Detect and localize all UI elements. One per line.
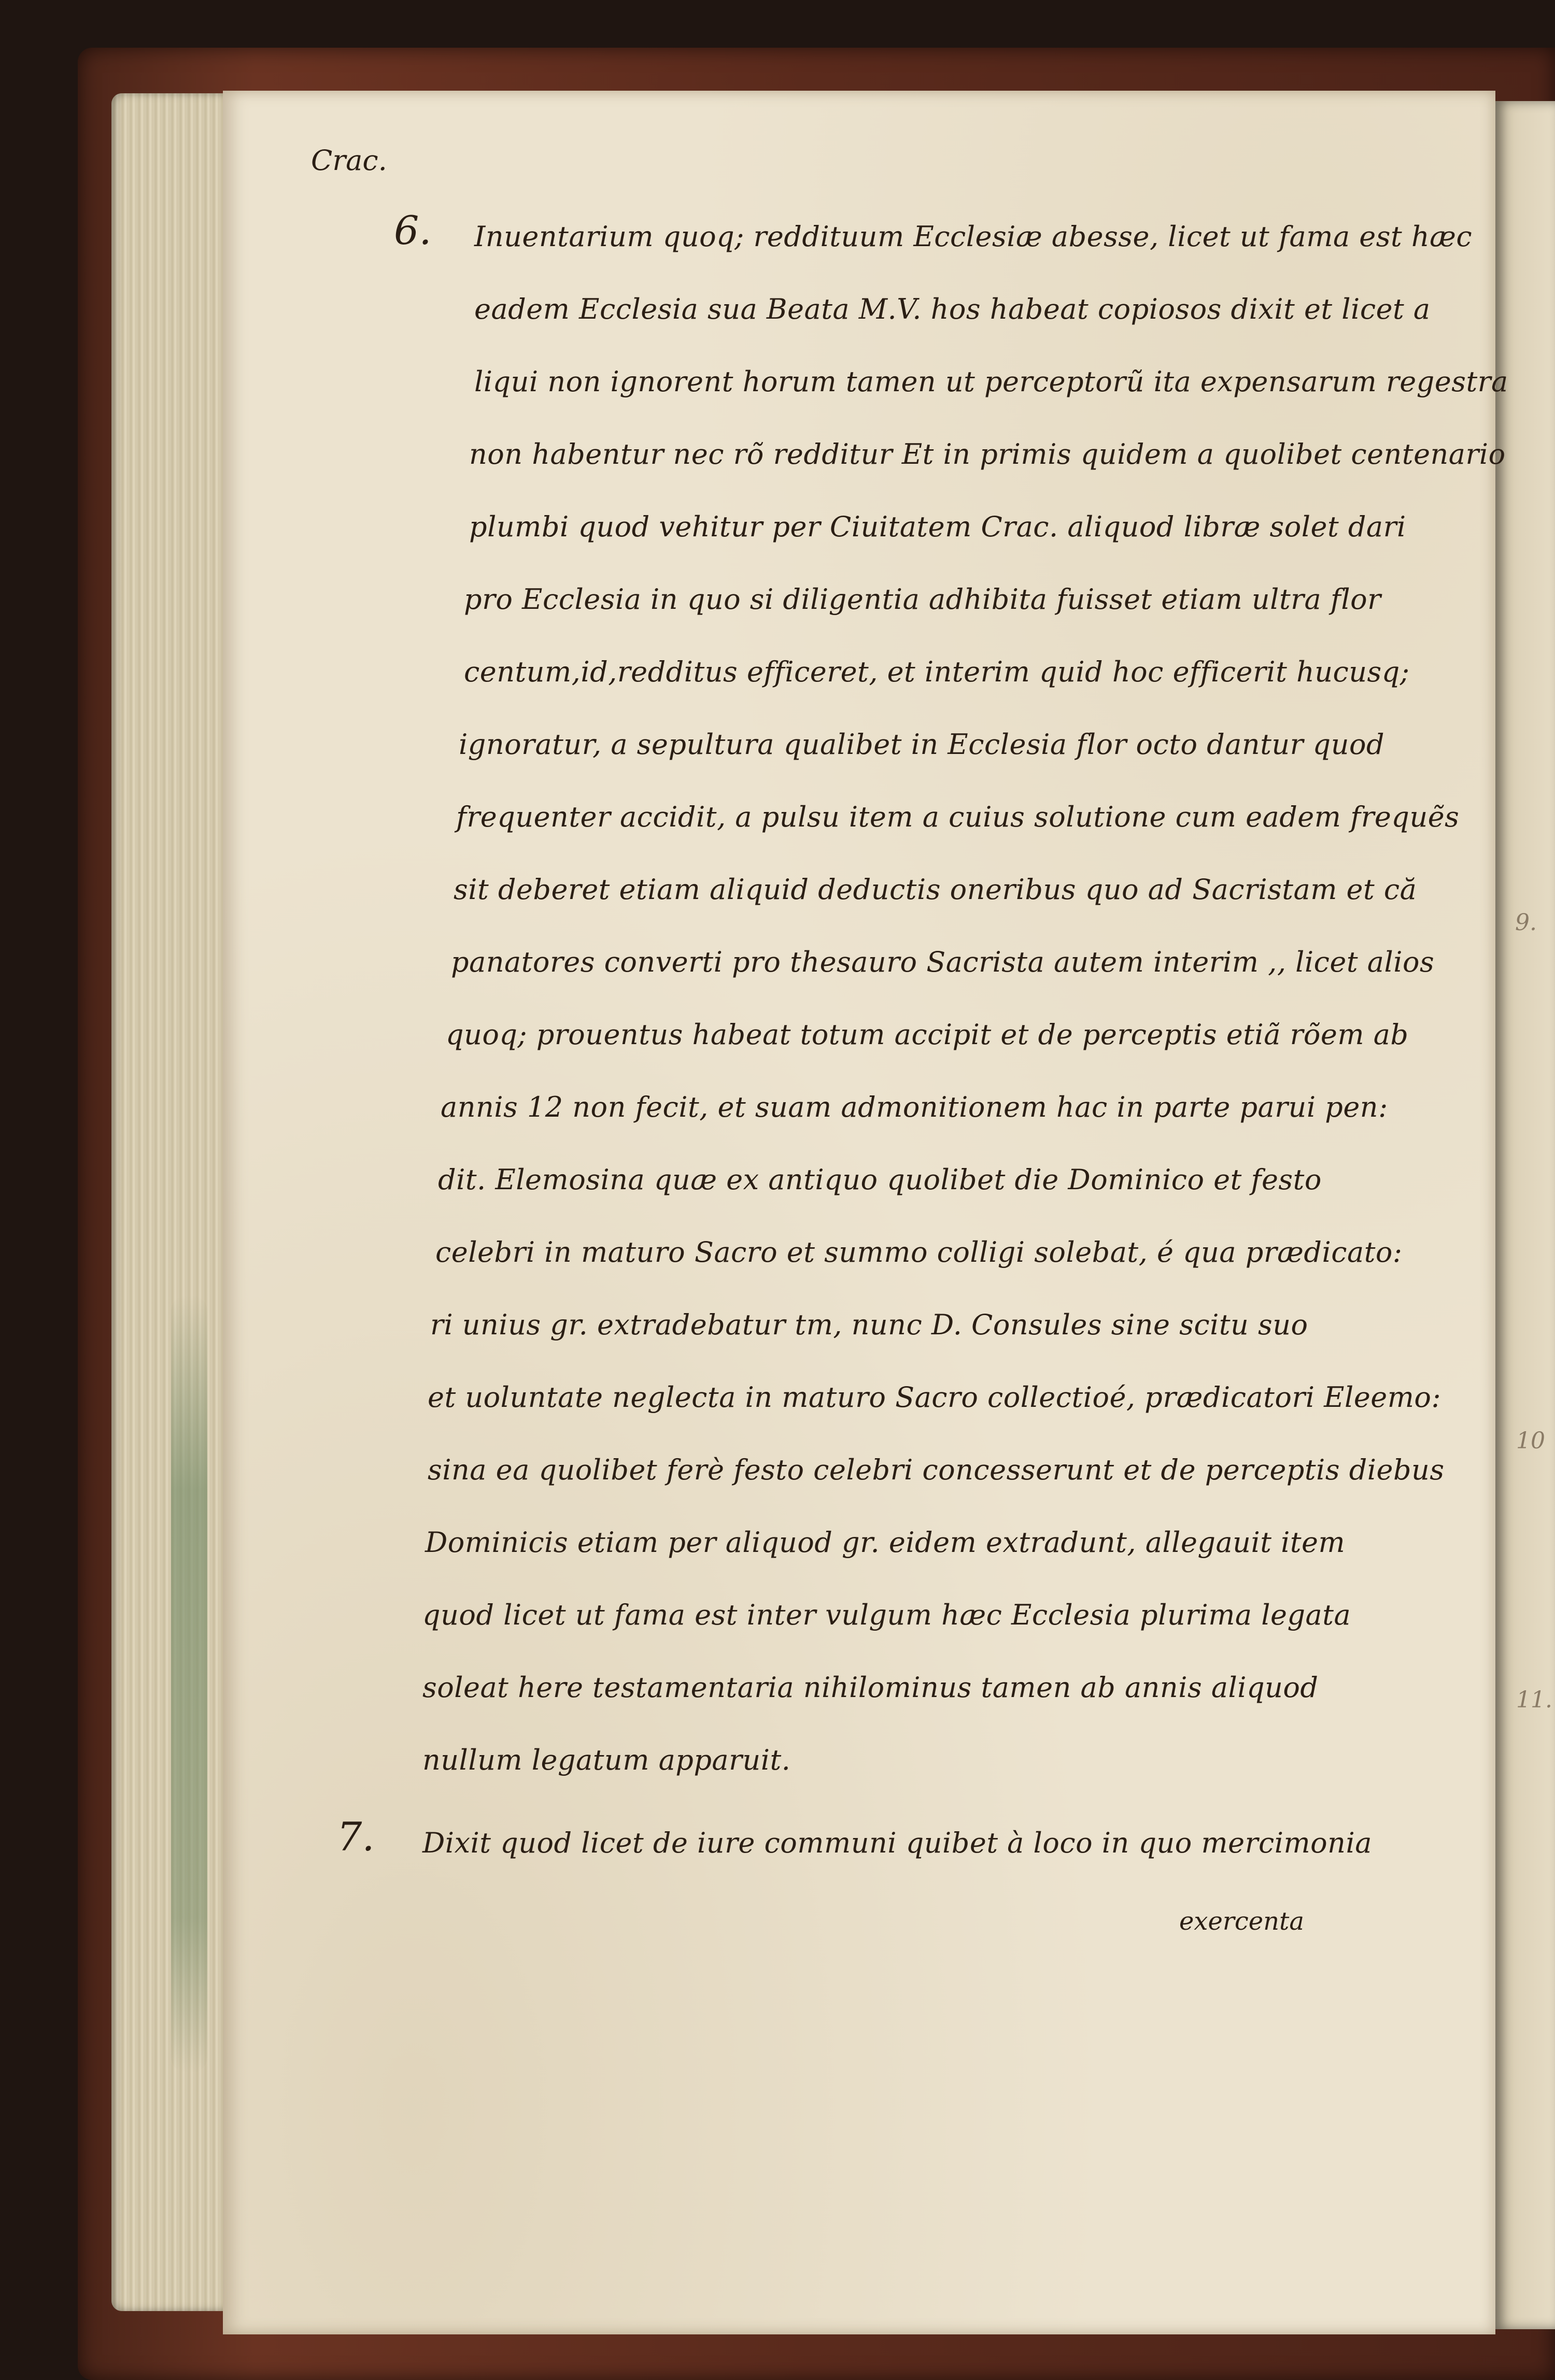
text-line: Inuentarium quoq; reddituum Ecclesiæ abesse, licet ut fama est hæc <box>474 220 1473 253</box>
text-line: quod licet ut fama est inter vulgum hæc Ecclesia plurima legata <box>422 1599 1351 1631</box>
facing-page-mark: 9. <box>1515 909 1537 936</box>
facing-page-mark: 11. <box>1516 1687 1552 1713</box>
entry-number: 6. <box>394 207 432 253</box>
text-line: eadem Ecclesia sua Beata M.V. hos habeat copiosos dixit et licet a <box>474 293 1431 325</box>
entry-number: 7. <box>337 1814 375 1860</box>
text-line: ignoratur, a sepultura qualibet in Ecclesia flor octo dantur quod <box>459 728 1385 761</box>
text-line: sina ea quolibet ferè festo celebri concesserunt et de perceptis diebus <box>428 1453 1445 1486</box>
text-line: soleat here testamentaria nihilominus tamen ab annis aliquod <box>422 1671 1319 1704</box>
text-line: quoq; prouentus habeat totum accipit et de perceptis etiã rõem ab <box>446 1018 1409 1051</box>
manuscript-page <box>223 91 1495 2334</box>
page-header: Crac. <box>311 144 387 177</box>
text-line: Dominicis etiam per aliquod gr. eidem extradunt, allegauit item <box>425 1526 1346 1559</box>
text-line: pro Ecclesia in quo si diligentia adhibita fuisset etiam ultra flor <box>464 583 1381 616</box>
text-line: non habentur nec rõ redditur Et in primis quidem a quolibet centenario <box>469 438 1506 471</box>
facing-page-mark: 10 <box>1516 1428 1545 1454</box>
text-line: sit deberet etiam aliquid deductis oneribus quo ad Sacristam et că <box>454 873 1417 906</box>
text-line: celebri in maturo Sacro et summo colligi solebat, é qua prædicato: <box>435 1236 1403 1269</box>
text-line: nullum legatum apparuit. <box>422 1744 791 1776</box>
text-line: liqui non ignorent horum tamen ut perceptorũ ita expensarum regestra <box>474 365 1508 398</box>
text-line: panatores converti pro thesauro Sacrista autem interim ,, licet alios <box>451 946 1435 978</box>
text-line: dit. Elemosina quæ ex antiquo quolibet die Dominico et festo <box>438 1163 1322 1196</box>
page-edge-stain <box>171 1295 207 2073</box>
text-line: frequenter accidit, a pulsu item a cuius solutione cum eadem frequẽs <box>456 801 1460 833</box>
text-line: annis 12 non fecit, et suam admonitionem hac in parte parui pen: <box>441 1091 1388 1123</box>
facing-page-edge <box>1495 101 1555 2329</box>
text-line: Dixit quod licet de iure communi quibet à loco in quo mercimonia <box>422 1827 1372 1859</box>
text-line: plumbi quod vehitur per Ciuitatem Crac. aliquod libræ solet dari <box>469 510 1406 543</box>
text-line: ri unius gr. extradebatur tm, nunc D. Consules sine scitu suo <box>430 1308 1308 1341</box>
text-line: centum,id,redditus efficeret, et interim quid hoc efficerit hucusq; <box>464 655 1410 688</box>
catchword: exercenta <box>1179 1907 1304 1936</box>
text-line: et uoluntate neglecta in maturo Sacro collectioé, prædicatori Eleemo: <box>428 1381 1441 1414</box>
